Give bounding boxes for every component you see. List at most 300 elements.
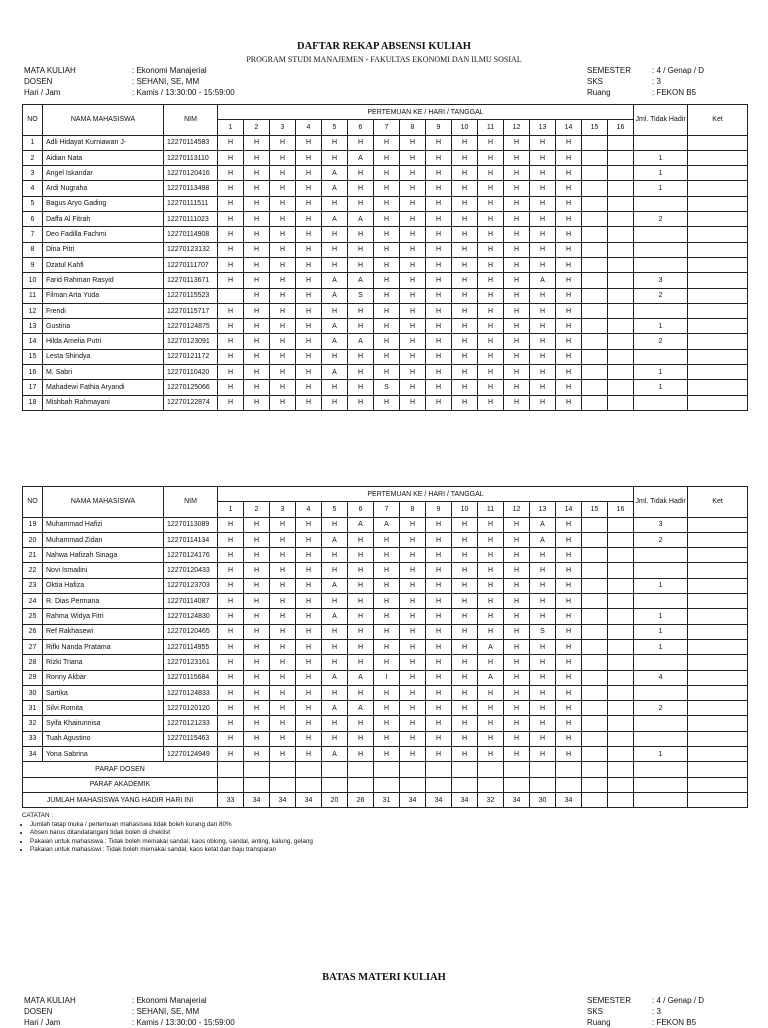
cell-attendance: H (426, 365, 452, 380)
cell-note (688, 273, 748, 288)
cell-attendance: H (400, 594, 426, 609)
cell-no: 19 (23, 517, 43, 532)
cell-attendance: H (270, 548, 296, 563)
cell-nim: 12270115463 (164, 731, 218, 746)
cell-attendance: H (556, 517, 582, 532)
cell-attendance: H (244, 548, 270, 563)
cell-attendance: H (374, 349, 400, 364)
cell-attendance: H (556, 395, 582, 410)
cell-attendance: H (478, 242, 504, 257)
signature-cell (270, 762, 296, 777)
cell-note (688, 288, 748, 303)
cell-attendance: H (530, 181, 556, 196)
cell-attendance: H (530, 655, 556, 670)
cell-attendance (582, 303, 608, 318)
signature-cell (608, 762, 634, 777)
cell-attendance (608, 655, 634, 670)
signature-cell (322, 762, 348, 777)
cell-attendance (608, 563, 634, 578)
cell-attendance: H (400, 135, 426, 150)
cell-attendance: H (478, 701, 504, 716)
cell-attendance: H (556, 242, 582, 257)
attendance-total-cell: 26 (348, 792, 374, 807)
cell-attendance: H (244, 181, 270, 196)
cell-attendance: H (296, 685, 322, 700)
cell-attendance: A (478, 639, 504, 654)
cell-no: 2 (23, 150, 43, 165)
cell-attendance: H (504, 594, 530, 609)
cell-student-name: Dzatul Kahfi (43, 257, 164, 272)
cell-note (688, 319, 748, 334)
cell-attendance: H (348, 609, 374, 624)
meeting-number-header: 1 (218, 120, 244, 135)
cell-attendance (582, 639, 608, 654)
cell-attendance: H (530, 227, 556, 242)
attendance-total-cell (608, 792, 634, 807)
cell-attendance: H (400, 639, 426, 654)
meeting-number-header: 3 (270, 502, 296, 517)
col-header-note: Ket (688, 487, 748, 518)
note-item: • Pakaian untuk mahasiswa : Tidak boleh memakai sandal, kaos oblong, sandal, anting, kalung, gelang (30, 838, 313, 847)
cell-attendance: H (478, 609, 504, 624)
cell-nim: 12270113110 (164, 150, 218, 165)
cell-attendance: H (478, 716, 504, 731)
cell-attendance: H (374, 685, 400, 700)
cell-attendance: H (530, 548, 556, 563)
cell-note (688, 242, 748, 257)
attendance-total-cell: 34 (270, 792, 296, 807)
info-value: : SEHANI, SE, MM (132, 77, 200, 86)
signature-cell (582, 777, 608, 792)
cell-attendance: H (400, 196, 426, 211)
signature-cell (688, 777, 748, 792)
signature-cell (634, 762, 688, 777)
cell-attendance (608, 181, 634, 196)
info-label: DOSEN (24, 77, 53, 86)
cell-attendance: H (218, 685, 244, 700)
cell-no: 6 (23, 212, 43, 227)
cell-nim: 12270113089 (164, 517, 218, 532)
cell-absent-count: 2 (634, 334, 688, 349)
cell-attendance (582, 609, 608, 624)
cell-attendance: H (244, 532, 270, 547)
cell-absent-count: 1 (634, 181, 688, 196)
cell-attendance: H (504, 639, 530, 654)
meeting-number-header: 16 (608, 120, 634, 135)
meeting-number-header: 4 (296, 502, 322, 517)
cell-attendance: H (530, 257, 556, 272)
cell-attendance: H (426, 303, 452, 318)
cell-student-name: M. Sabri (43, 365, 164, 380)
cell-attendance: H (530, 319, 556, 334)
cell-attendance: H (504, 227, 530, 242)
cell-nim: 12270120120 (164, 701, 218, 716)
cell-attendance: H (374, 181, 400, 196)
cell-attendance: H (218, 365, 244, 380)
cell-attendance: H (452, 685, 478, 700)
table-row (23, 212, 748, 227)
attendance-total-cell: 30 (530, 792, 556, 807)
cell-attendance (608, 288, 634, 303)
cell-attendance: H (556, 701, 582, 716)
cell-attendance: H (504, 334, 530, 349)
cell-attendance (582, 166, 608, 181)
cell-attendance: A (348, 150, 374, 165)
cell-attendance: H (400, 548, 426, 563)
cell-attendance: H (244, 303, 270, 318)
cell-attendance: H (452, 594, 478, 609)
cell-attendance: H (530, 166, 556, 181)
cell-attendance: H (296, 303, 322, 318)
meeting-number-header: 10 (452, 120, 478, 135)
attendance-total-cell: 34 (244, 792, 270, 807)
cell-attendance: H (452, 288, 478, 303)
cell-attendance: H (556, 380, 582, 395)
signature-cell (270, 777, 296, 792)
cell-attendance: H (426, 319, 452, 334)
cell-attendance: H (426, 150, 452, 165)
meeting-number-header: 10 (452, 502, 478, 517)
cell-attendance: H (478, 257, 504, 272)
cell-attendance: H (478, 685, 504, 700)
info-label: Ruang (587, 88, 611, 97)
cell-attendance: H (504, 548, 530, 563)
cell-attendance: H (504, 196, 530, 211)
col-header-name: NAMA MAHASISWA (43, 487, 164, 518)
cell-attendance: H (478, 548, 504, 563)
cell-attendance: H (244, 166, 270, 181)
cell-student-name: Oktia Hafiza (43, 578, 164, 593)
cell-absent-count: 2 (634, 288, 688, 303)
cell-no: 21 (23, 548, 43, 563)
cell-attendance (582, 181, 608, 196)
cell-nim: 12270123703 (164, 578, 218, 593)
cell-note (688, 563, 748, 578)
signature-cell (504, 762, 530, 777)
cell-attendance: H (400, 670, 426, 685)
cell-attendance: H (400, 532, 426, 547)
cell-attendance (608, 716, 634, 731)
cell-attendance: H (322, 395, 348, 410)
cell-attendance: H (452, 181, 478, 196)
cell-attendance: H (218, 532, 244, 547)
cell-attendance (582, 517, 608, 532)
cell-no: 5 (23, 196, 43, 211)
meeting-number-header: 8 (400, 502, 426, 517)
cell-attendance: H (426, 685, 452, 700)
cell-absent-count (634, 257, 688, 272)
attendance-total-cell: 34 (400, 792, 426, 807)
cell-attendance: H (530, 701, 556, 716)
table-row (23, 563, 748, 578)
cell-attendance: H (322, 548, 348, 563)
cell-note (688, 716, 748, 731)
signature-cell (296, 762, 322, 777)
cell-attendance: H (244, 365, 270, 380)
cell-attendance: H (218, 716, 244, 731)
cell-student-name: Ardi Nugraha (43, 181, 164, 196)
cell-attendance: A (322, 747, 348, 762)
cell-attendance: H (426, 747, 452, 762)
cell-attendance: H (478, 655, 504, 670)
cell-attendance (608, 380, 634, 395)
signature-cell (426, 762, 452, 777)
cell-attendance: H (400, 731, 426, 746)
cell-attendance: H (530, 288, 556, 303)
cell-attendance: H (504, 655, 530, 670)
cell-attendance: A (530, 273, 556, 288)
cell-attendance: H (556, 716, 582, 731)
cell-attendance: H (218, 624, 244, 639)
page-title: DAFTAR REKAP ABSENSI KULIAH (297, 41, 471, 52)
cell-attendance: H (218, 166, 244, 181)
info-value: : 3 (652, 1007, 661, 1016)
cell-attendance: H (452, 334, 478, 349)
cell-attendance (608, 273, 634, 288)
col-header-absent: Jml. Tidak Hadir (634, 487, 688, 518)
cell-note (688, 257, 748, 272)
cell-attendance: H (348, 349, 374, 364)
cell-attendance: H (530, 380, 556, 395)
cell-attendance: H (270, 166, 296, 181)
signature-cell (688, 762, 748, 777)
cell-attendance (582, 594, 608, 609)
cell-no: 13 (23, 319, 43, 334)
cell-attendance: H (348, 303, 374, 318)
col-header-note: Ket (688, 105, 748, 136)
cell-attendance: H (530, 563, 556, 578)
cell-nim: 12270111023 (164, 212, 218, 227)
cell-student-name: Rifki Nanda Pratama (43, 639, 164, 654)
empty-cell (688, 792, 748, 807)
cell-attendance: H (478, 303, 504, 318)
signature-cell (348, 762, 374, 777)
cell-attendance: H (452, 701, 478, 716)
cell-attendance: H (270, 701, 296, 716)
cell-attendance: H (426, 227, 452, 242)
cell-attendance: H (530, 685, 556, 700)
cell-attendance (608, 196, 634, 211)
table-header-row (23, 487, 748, 502)
cell-attendance: H (218, 212, 244, 227)
cell-nim: 12270114134 (164, 532, 218, 547)
cell-no: 20 (23, 532, 43, 547)
cell-absent-count: 1 (634, 365, 688, 380)
cell-attendance (582, 212, 608, 227)
cell-attendance: H (556, 257, 582, 272)
cell-attendance: H (218, 548, 244, 563)
cell-absent-count (634, 395, 688, 410)
cell-attendance: H (322, 731, 348, 746)
cell-note (688, 334, 748, 349)
cell-attendance: H (348, 685, 374, 700)
cell-student-name: Silvi Romita (43, 701, 164, 716)
cell-attendance: H (374, 334, 400, 349)
cell-attendance: H (426, 273, 452, 288)
cell-attendance: H (348, 135, 374, 150)
cell-note (688, 548, 748, 563)
cell-attendance: A (530, 532, 556, 547)
cell-nim: 12270114583 (164, 135, 218, 150)
cell-attendance: A (322, 670, 348, 685)
cell-no: 1 (23, 135, 43, 150)
cell-attendance: H (426, 135, 452, 150)
cell-attendance: H (556, 288, 582, 303)
cell-attendance: H (556, 166, 582, 181)
cell-attendance: H (296, 532, 322, 547)
cell-attendance: H (556, 548, 582, 563)
cell-attendance: H (244, 257, 270, 272)
cell-attendance: H (400, 701, 426, 716)
cell-nim: 12270115684 (164, 670, 218, 685)
cell-attendance: H (296, 334, 322, 349)
cell-note (688, 685, 748, 700)
cell-attendance: H (452, 319, 478, 334)
cell-nim: 12270121233 (164, 716, 218, 731)
cell-attendance: H (244, 135, 270, 150)
cell-attendance: H (270, 655, 296, 670)
cell-attendance: H (530, 716, 556, 731)
cell-attendance: H (478, 517, 504, 532)
cell-attendance (608, 166, 634, 181)
cell-absent-count: 1 (634, 166, 688, 181)
cell-attendance: H (530, 365, 556, 380)
cell-attendance: H (504, 288, 530, 303)
signature-cell (400, 777, 426, 792)
notes-list (22, 821, 313, 855)
cell-student-name: Nahwa Hafizah Sinaga (43, 548, 164, 563)
cell-attendance: H (478, 349, 504, 364)
cell-attendance: H (504, 517, 530, 532)
cell-note (688, 365, 748, 380)
cell-attendance: H (400, 349, 426, 364)
cell-attendance: H (270, 150, 296, 165)
cell-absent-count (634, 685, 688, 700)
cell-attendance: H (270, 257, 296, 272)
cell-attendance (608, 227, 634, 242)
cell-attendance: H (452, 303, 478, 318)
paraf-akademik-row (23, 777, 748, 792)
cell-attendance: H (218, 319, 244, 334)
cell-attendance: H (270, 273, 296, 288)
cell-attendance: H (400, 609, 426, 624)
cell-attendance: H (530, 594, 556, 609)
cell-attendance (582, 731, 608, 746)
cell-attendance (582, 685, 608, 700)
cell-attendance: H (218, 380, 244, 395)
cell-nim: 12270124875 (164, 319, 218, 334)
cell-attendance: H (322, 716, 348, 731)
cell-attendance (582, 135, 608, 150)
table-row (23, 288, 748, 303)
cell-student-name: Tuah Agustino (43, 731, 164, 746)
cell-no: 30 (23, 685, 43, 700)
cell-attendance: H (452, 731, 478, 746)
cell-attendance: H (218, 150, 244, 165)
cell-attendance (582, 288, 608, 303)
cell-no: 11 (23, 288, 43, 303)
cell-note (688, 670, 748, 685)
cell-attendance: H (478, 578, 504, 593)
cell-attendance (608, 532, 634, 547)
cell-nim: 12270115717 (164, 303, 218, 318)
cell-attendance: A (322, 273, 348, 288)
cell-note (688, 731, 748, 746)
cell-attendance (608, 578, 634, 593)
cell-attendance (582, 196, 608, 211)
cell-no: 23 (23, 578, 43, 593)
cell-attendance: H (478, 150, 504, 165)
signature-cell (452, 777, 478, 792)
cell-absent-count: 1 (634, 609, 688, 624)
info-label: MATA KULIAH (24, 66, 76, 75)
cell-attendance (582, 395, 608, 410)
cell-attendance: H (244, 334, 270, 349)
cell-attendance: H (348, 257, 374, 272)
cell-attendance: H (218, 135, 244, 150)
info-value: : SEHANI, SE, MM (132, 1007, 200, 1016)
cell-absent-count (634, 227, 688, 242)
cell-attendance: H (478, 319, 504, 334)
cell-attendance (582, 150, 608, 165)
cell-attendance: H (218, 701, 244, 716)
cell-attendance: H (244, 670, 270, 685)
cell-attendance: A (322, 181, 348, 196)
cell-attendance: H (452, 380, 478, 395)
cell-attendance (582, 716, 608, 731)
cell-absent-count (634, 655, 688, 670)
cell-note (688, 701, 748, 716)
cell-attendance: H (244, 150, 270, 165)
cell-attendance: H (452, 716, 478, 731)
cell-nim: 12270114908 (164, 227, 218, 242)
attendance-table-1 (22, 104, 748, 411)
cell-attendance: H (348, 380, 374, 395)
cell-attendance: H (270, 517, 296, 532)
info-value: : Kamis / 13:30:00 - 15:59:00 (132, 1018, 235, 1027)
cell-attendance: S (374, 380, 400, 395)
cell-attendance: H (322, 227, 348, 242)
cell-attendance: H (504, 365, 530, 380)
cell-attendance: H (400, 150, 426, 165)
cell-attendance (608, 242, 634, 257)
cell-attendance: H (218, 334, 244, 349)
cell-attendance: H (270, 731, 296, 746)
cell-student-name: Daffa Al Fitrah (43, 212, 164, 227)
cell-attendance: H (530, 212, 556, 227)
cell-note (688, 380, 748, 395)
cell-attendance: H (426, 655, 452, 670)
cell-attendance: H (530, 349, 556, 364)
cell-student-name: Filman Arta Yuda (43, 288, 164, 303)
cell-absent-count (634, 594, 688, 609)
cell-attendance: H (556, 212, 582, 227)
info-value: : 3 (652, 77, 661, 86)
cell-attendance: H (348, 655, 374, 670)
cell-attendance: H (296, 349, 322, 364)
col-header-nim: NIM (164, 487, 218, 518)
cell-attendance: H (504, 212, 530, 227)
cell-attendance: H (452, 166, 478, 181)
cell-attendance: A (322, 365, 348, 380)
cell-attendance (608, 395, 634, 410)
cell-attendance: H (244, 639, 270, 654)
cell-attendance: H (244, 395, 270, 410)
cell-attendance: H (400, 517, 426, 532)
cell-student-name: Adli Hidayat Kurniawan J- (43, 135, 164, 150)
cell-note (688, 150, 748, 165)
cell-attendance: H (296, 257, 322, 272)
